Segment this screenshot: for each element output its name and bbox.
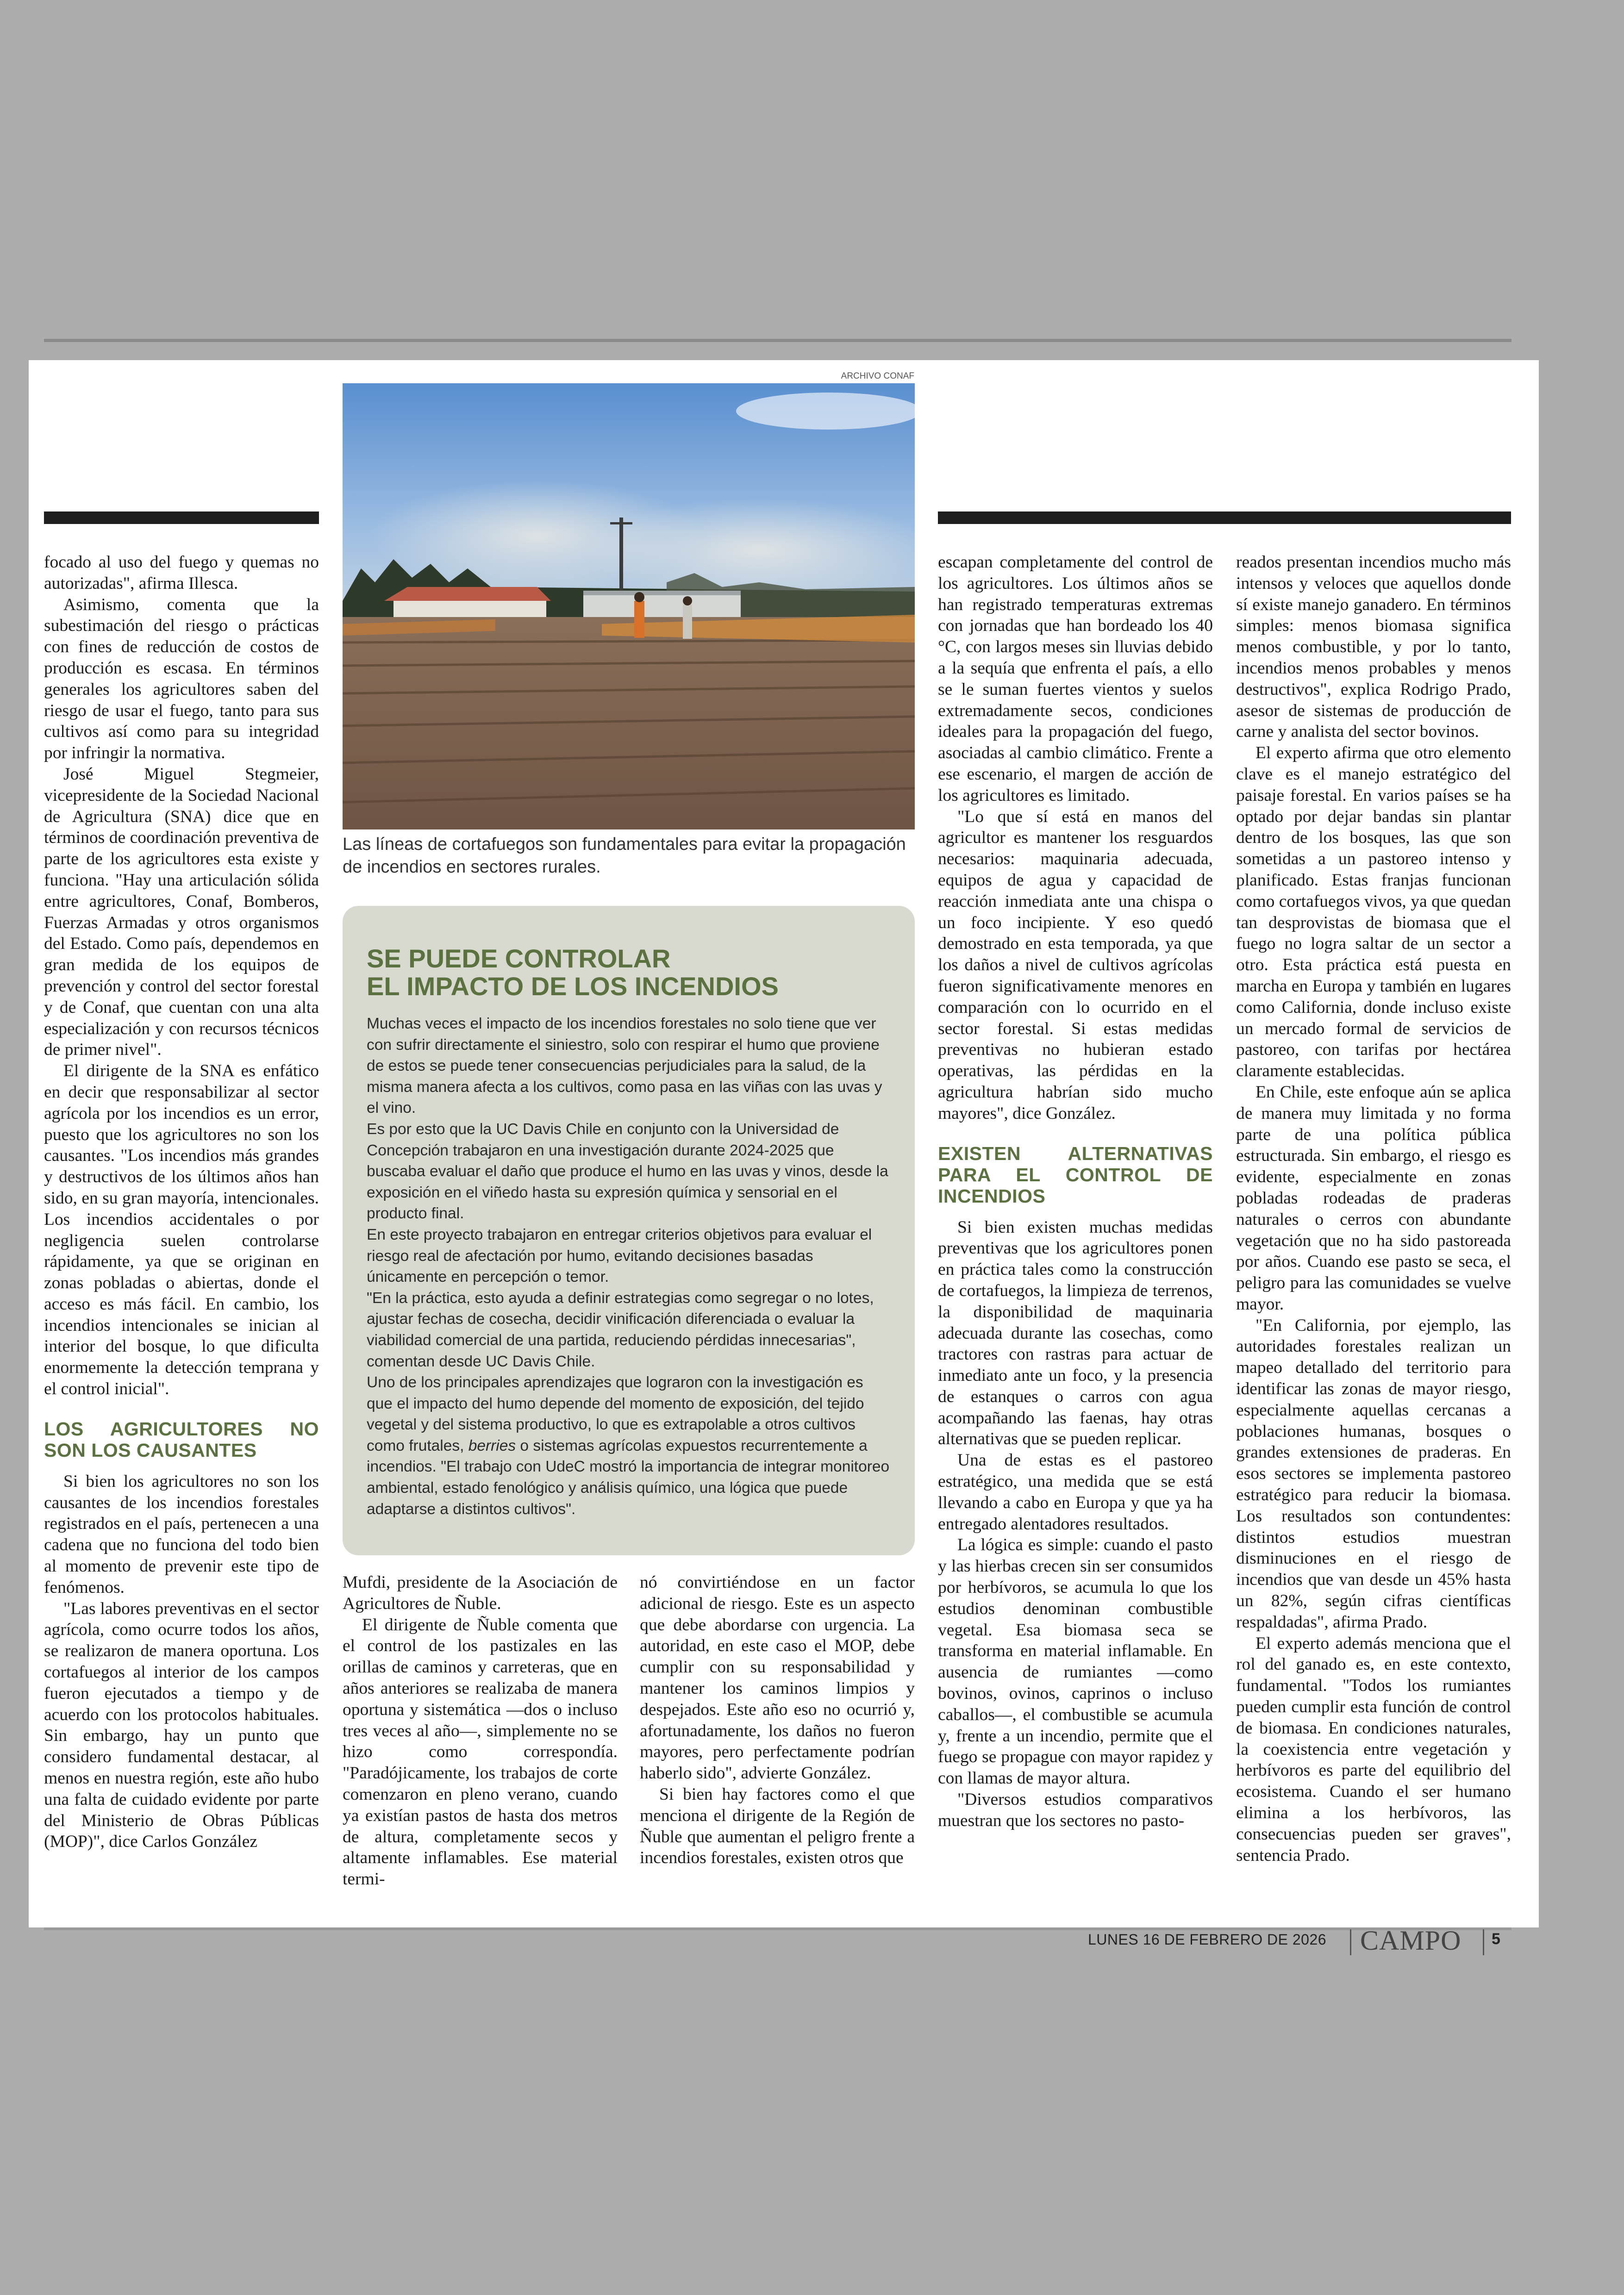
- italic-term: berries: [468, 1437, 516, 1454]
- article-column-2: [343, 1572, 618, 1890]
- section-name: CAMPO: [1360, 1925, 1462, 1956]
- paragraph: El experto además menciona que el rol del ganado es, en este contexto, fundamental. "Todos los rumiantes pueden cumplir esta función de control de biomasa. En condiciones naturales, la coexistencia entre vegetación y herbívoros es parte del equilibrio del ecosistema. Cuando el ser humano elimina a los herbívoros, las consecuencias pueden ser graves", sentencia Prado.: [1236, 1634, 1511, 1865]
- paragraph: nó convirtiéndose en un factor adicional de riesgo. Este es un aspecto que debe abordarse con urgencia. La autoridad, en este caso el MOP, debe cumplir con su responsabilidad y mantener los caminos limpios y despejados. Este año eso no ocurrió y, afortunadamente, los daños no fueron mayores, pero perfectamente podrían haberlo sido", advierte González.: [640, 1573, 915, 1783]
- sidebar-title: [367, 945, 891, 1000]
- paragraph: Asimismo, comenta que la subestimación del riesgo o prácticas con fines de reducción de costos de producción es escasa. En términos generales los agricultores saben del riesgo de usar el fuego, tanto para sus cultivos así como para su integridad por infringir la normativa.: [44, 595, 319, 763]
- paragraph: Si bien hay factores como el que menciona el dirigente de la Región de Ñuble que aumentan el peligro frente a incendios forestales, existen otros que: [640, 1784, 915, 1868]
- paragraph: reados presentan incendios mucho más intensos y veloces que aquellos donde sí existe manejo ganadero. En términos simples: menos biomasa significa menos combustible, y por lo tanto, incendios menos probables y menos destructivos", explica Rodrigo Prado, asesor de sistemas de producción de carne y analista del sector bovinos.: [1236, 553, 1511, 742]
- text-run: o sistemas agrícolas expuestos recurrentemente a incendios. "El trabajo con UdeC mostró la importancia de integrar monitoreo ambiental, estado fenológico y análisis químico, una lógica que puede adaptarse a distintos cultivos".: [367, 1437, 890, 1518]
- paragraph: José Miguel Stegmeier, vicepresidente de la Sociedad Nacional de Agricultura (SNA) dice que en términos de coordinación preventiva de parte de los agricultores esta existe y funciona. "Hay una articulación sólida entre agricultores, Conaf, Bomberos, Fuerzas Armadas y otros organismos del Estado. Como país, dependemos en gran medida de los equipos de prevención y control del sector forestal y de Conaf, que cuentan con una alta especialización y con recursos técnicos de primer nivel".: [44, 764, 319, 1060]
- paragraph: El experto afirma que otro elemento clave es el manejo estratégico del paisaje forestal. En varios países se ha optado por dejar bandas sin plantar dentro de los bosques, las que son sometidas a un pastoreo intenso y planificado. Estas franjas funcionan como cortafuegos vivos, ya que quedan tan desprovistas de biomasa que el fuego no logra saltar de un sector a otro. Esta práctica está puesta en marcha en Europa y también en lugares como California, donde incluso existe un mercado formal de servicios de pastoreo, con tarifas por hectárea claramente establecidas.: [1236, 743, 1511, 1081]
- field-fire-photo: [343, 383, 915, 829]
- top-rule: [44, 339, 1512, 342]
- page-number: 5: [1492, 1930, 1500, 1948]
- paragraph: Si bien los agricultores no son los causantes de los incendios forestales registrados en el país, pertenecen a una cadena que no funciona del todo bien al momento de prevenir este tipo de fenómenos.: [44, 1472, 319, 1597]
- paragraph: "Las labores preventivas en el sector agrícola, como ocurre todos los años, se realizaron de manera oportuna. Los cortafuegos al interior de los campos fueron ejecutados a tiempo y de acuerdo con los protocolos habituales. Sin embargo, hay un punto que considero fundamental destacar, al menos en nuestra región, este año hubo una falta de cuidado evidente por parte del Ministerio de Obras Públicas (MOP)", dice Carlos González: [44, 1599, 319, 1852]
- sidebar-box: [343, 906, 915, 1555]
- text-run: Uno de los principales aprendizajes que lograron con la investigación es que el impacto del humo depende del momento de exposición, del tejido vegetal y del sistema productivo, lo que es extrapolable a otros cultivos como frutales,: [367, 1374, 864, 1454]
- column-rule-left: [44, 511, 319, 524]
- column-rule-right: [938, 511, 1511, 524]
- paragraph: Si bien existen muchas medidas preventivas que los agricultores ponen en práctica tales como la construcción de cortafuegos, la limpieza de terrenos, la disponibilidad de maquinaria adecuada durante las cosechas, como tractores con rastras para actuar de inmediato ante un foco, y la presencia de estanques o carros con agua acompañando las faenas, hay otras alternativas que se pueden replicar.: [938, 1217, 1213, 1449]
- footer-divider: [1483, 1929, 1484, 1955]
- issue-date: LUNES 16 DE FEBRERO DE 2026: [1088, 1931, 1327, 1948]
- page-footer: [1088, 1925, 1505, 1956]
- paragraph: La lógica es simple: cuando el pasto y las hierbas crecen sin ser consumidos por herbívoros, se acumula lo que los estudios denominan combustible vegetal. Esa biomasa seca se transforma en material inflamable. En ausencia de rumiantes —como bovinos, ovinos, caprinos o incluso caballos—, el combustible se acumula y, frente a un incendio, permite que el fuego se propague con mayor rapidez y con llamas de mayor altura.: [938, 1535, 1213, 1788]
- paragraph: Una de estas es el pastoreo estratégico, una medida que se está llevando a cabo en Europa y que ya ha entregado alentadores resultados.: [938, 1451, 1213, 1534]
- paragraph: focado al uso del fuego y quemas no autorizadas", afirma Illesca.: [44, 553, 319, 593]
- footer-divider: [1350, 1929, 1351, 1955]
- subheading: LOS AGRICULTORES NO SON LOS CAUSANTES: [44, 1418, 319, 1461]
- paragraph: El dirigente de Ñuble comenta que el control de los pastizales en las orillas de caminos y carreteras, que en años anteriores se realizaba de manera oportuna y sistemática —dos o incluso tres veces al año—, simplemente no se hizo como correspondía. "Paradójicamente, los trabajos de corte comenzaron en pleno verano, cuando ya existían pastos de hasta dos metros de altura, completamente secos y altamente inflamables. Ese material termi-: [343, 1615, 618, 1889]
- sidebar-title-line-1: SE PUEDE CONTROLAR: [367, 944, 671, 973]
- paragraph: En Chile, este enfoque aún se aplica de manera muy limitada y no forma parte de una política pública estructurada. Sin embargo, el riesgo es evidente, especialmente en zonas pobladas rodeadas de praderas naturales o cerros con abundante vegetación que no ha sido pastoreada por años. Cuando ese pasto se seca, el peligro para las comunidades se vuelve mayor.: [1236, 1082, 1511, 1314]
- sidebar-paragraph: En este proyecto trabajaron en entregar criterios objetivos para evaluar el riesgo real de afectación por humo, evitando decisiones basadas únicamente en percepción o temor.: [367, 1226, 872, 1286]
- sidebar-paragraph: Muchas veces el impacto de los incendios forestales no solo tiene que ver con sufrir directamente el siniestro, solo con respirar el humo que proviene de estos se puede tener consecuencias perjudiciales para la salud, de la misma manera afecta a los cultivos, como pasa en las viñas con las uvas y el vino.: [367, 1015, 882, 1117]
- sidebar-paragraph: "En la práctica, esto ayuda a definir estrategias como segregar o no lotes, ajustar fechas de cosecha, decidir vinificación diferenciada o evaluar la viabilidad comercial de una partida, reduciendo pérdidas innecesarias", comentan desde UC Davis Chile.: [367, 1289, 874, 1370]
- photo-caption: Las líneas de cortafuegos son fundamentales para evitar la propagación de incendios en sectores rurales.: [343, 835, 906, 877]
- subheading: EXISTEN ALTERNATIVAS PARA EL CONTROL DE INCENDIOS: [938, 1142, 1213, 1207]
- paragraph: El dirigente de la SNA es enfático en decir que responsabilizar al sector agrícola por los incendios es un error, puesto que los agricultores no son los causantes. "Los incendios más grandes y destructivos de los últimos años han sido, en su gran mayoría, intencionales. Los incendios accidentales o por negligencia suelen controlarse rápidamente, ya que se originan en zonas pobladas o abiertas, donde el acceso es más fácil. En cambio, los incendios intencionales se inician al interior del bosque, lo que dificulta enormemente la detección temprana y el control inicial".: [44, 1061, 319, 1399]
- paragraph: escapan completamente del control de los agricultores. Los últimos años se han registrado temperaturas extremas con jornadas que han bordeado los 40 °C, con largos meses sin lluvias debido a la sequía que enfrenta el país, a ello se le suman fuertes vientos y suelos extremadamente secos, condiciones ideales para la propagación del fuego, asociadas al cambio climático. Frente a ese escenario, el margen de acción de los agricultores es limitado.: [938, 553, 1213, 805]
- sidebar-paragraph: [367, 1372, 891, 1520]
- article-column-1: [44, 552, 319, 1852]
- article-column-3: [640, 1572, 915, 1869]
- article-column-5: [1236, 552, 1511, 1866]
- paragraph: "En California, por ejemplo, las autoridades forestales realizan un mapeo detallado del territorio para identificar las zonas de mayor riesgo, especialmente aquellas cercanas a poblaciones humanas, bosques o grandes extensiones de praderas. En esos sectores se implementa pastoreo estratégico para reducir la biomasa. Los resultados son contundentes: distintos estudios muestran disminuciones en el riesgo de incendios que van desde un 45% hasta un 82%, según cifras científicas respaldadas", afirma Prado.: [1236, 1316, 1511, 1632]
- article-column-4: [938, 552, 1213, 1832]
- paragraph: "Diversos estudios comparativos muestran que los sectores no pasto-: [938, 1790, 1213, 1830]
- photo-credit: ARCHIVO CONAF: [841, 371, 914, 381]
- paragraph: Mufdi, presidente de la Asociación de Agricultores de Ñuble.: [343, 1573, 618, 1613]
- sidebar-paragraph: Es por esto que la UC Davis Chile en conjunto con la Universidad de Concepción trabajaron en una investigación durante 2024-2025 que buscaba evaluar el daño que produce el humo en las uvas y vinos, desde la exposición en el viñedo hasta su expresión química y sensorial en el producto final.: [367, 1120, 888, 1222]
- paragraph: "Lo que sí está en manos del agricultor es mantener los resguardos necesarios: maquinaria adecuada, equipos de agua y capacidad de reacción inmediata ante una chispa o un foco incipiente. Y eso quedó demostrado en esta temporada, ya que los daños a nivel de cultivos agrícolas fueron significativamente menores en comparación con lo ocurrido en el sector forestal. Si estas medidas preventivas no hubieran estado operativas, las pérdidas en la agricultura habrían sido mucho mayores", dice González.: [938, 807, 1213, 1123]
- sidebar-title-line-2: EL IMPACTO DE LOS INCENDIOS: [367, 972, 779, 1001]
